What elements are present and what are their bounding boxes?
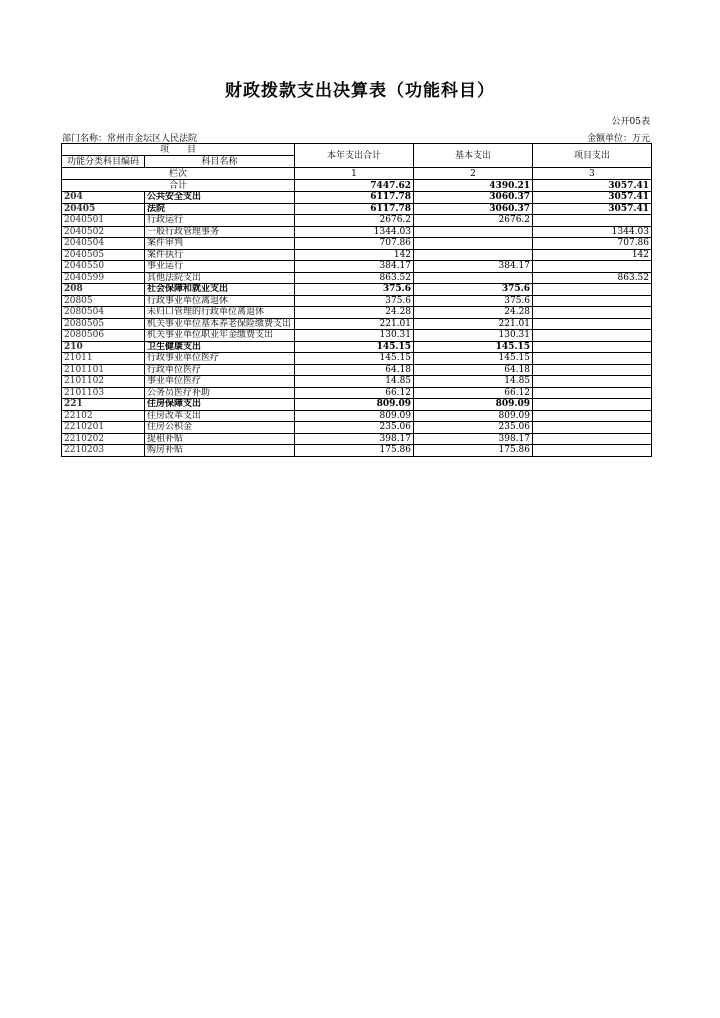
project-cell: 707.86: [533, 238, 652, 250]
project-cell: [533, 307, 652, 319]
basic-cell: 809.09: [414, 399, 533, 411]
code-cell: 204: [62, 192, 145, 204]
code-cell: 208: [62, 284, 145, 296]
name-cell: 公共安全支出: [145, 192, 295, 204]
total-cell: 863.52: [295, 272, 414, 284]
table-row: [62, 330, 652, 342]
code-cell: 221: [62, 399, 145, 411]
table-row: [62, 341, 652, 353]
sum-basic: 4390.21: [414, 180, 533, 192]
total-cell: 809.09: [295, 399, 414, 411]
item-header: 项 目: [62, 144, 295, 156]
project-cell: [533, 364, 652, 376]
basic-cell: 235.06: [414, 422, 533, 434]
code-cell: 210: [62, 341, 145, 353]
sum-row: [62, 180, 652, 192]
code-cell: 2101102: [62, 376, 145, 388]
header-row: [62, 144, 652, 156]
basic-cell: 24.28: [414, 307, 533, 319]
name-cell: 未归口管理的行政单位离退休: [145, 307, 295, 319]
table-row: [62, 249, 652, 261]
project-cell: [533, 445, 652, 457]
code-cell: 2080505: [62, 318, 145, 330]
column-number-label: 栏次: [62, 168, 295, 180]
project-cell: [533, 410, 652, 422]
table-row: [62, 433, 652, 445]
total-cell: 14.85: [295, 376, 414, 388]
basic-cell: 130.31: [414, 330, 533, 342]
name-cell: 社会保障和就业支出: [145, 284, 295, 296]
project-cell: [533, 376, 652, 388]
code-cell: 21011: [62, 353, 145, 365]
project-cell: [533, 295, 652, 307]
table-row: [62, 399, 652, 411]
name-cell: 一般行政管理事务: [145, 226, 295, 238]
code-cell: 2040502: [62, 226, 145, 238]
total-cell: 6117.78: [295, 203, 414, 215]
basic-cell: 14.85: [414, 376, 533, 388]
total-cell: 384.17: [295, 261, 414, 273]
code-cell: 2080506: [62, 330, 145, 342]
basic-cell: 809.09: [414, 410, 533, 422]
total-cell: 2676.2: [295, 215, 414, 227]
total-cell: 1344.03: [295, 226, 414, 238]
basic-cell: 375.6: [414, 295, 533, 307]
name-cell: 提租补贴: [145, 433, 295, 445]
code-cell: 2040550: [62, 261, 145, 273]
name-cell: 法院: [145, 203, 295, 215]
table-row: [62, 387, 652, 399]
total-cell: 142: [295, 249, 414, 261]
project-cell: [533, 215, 652, 227]
total-cell: 375.6: [295, 295, 414, 307]
code-cell: 2210203: [62, 445, 145, 457]
column-number-1: 1: [295, 168, 414, 180]
code-cell: 22102: [62, 410, 145, 422]
basic-cell: [414, 238, 533, 250]
name-cell: 机关事业单位基本养老保险缴费支出: [145, 318, 295, 330]
basic-cell: 145.15: [414, 341, 533, 353]
name-cell: 行政单位医疗: [145, 364, 295, 376]
name-cell: 行政事业单位离退休: [145, 295, 295, 307]
name-cell: 公务员医疗补助: [145, 387, 295, 399]
project-header: 项目支出: [533, 144, 652, 168]
table-row: [62, 410, 652, 422]
total-cell: 175.86: [295, 445, 414, 457]
department-name: 部门名称：常州市金坛区人民法院: [62, 134, 198, 144]
total-header: 本年支出合计: [295, 144, 414, 168]
name-cell: 事业单位医疗: [145, 376, 295, 388]
project-cell: [533, 433, 652, 445]
project-cell: [533, 387, 652, 399]
project-cell: [533, 318, 652, 330]
code-cell: 2040505: [62, 249, 145, 261]
project-cell: [533, 330, 652, 342]
total-cell: 130.31: [295, 330, 414, 342]
project-cell: 3057.41: [533, 203, 652, 215]
table-row: [62, 364, 652, 376]
basic-cell: 66.12: [414, 387, 533, 399]
total-cell: 235.06: [295, 422, 414, 434]
sum-project: 3057.41: [533, 180, 652, 192]
project-cell: [533, 422, 652, 434]
name-cell: 事业运行: [145, 261, 295, 273]
basic-cell: 175.86: [414, 445, 533, 457]
code-cell: 2101103: [62, 387, 145, 399]
total-cell: 145.15: [295, 353, 414, 365]
code-cell: 2040504: [62, 238, 145, 250]
project-cell: 142: [533, 249, 652, 261]
basic-cell: [414, 226, 533, 238]
total-cell: 221.01: [295, 318, 414, 330]
basic-cell: 384.17: [414, 261, 533, 273]
total-cell: 398.17: [295, 433, 414, 445]
total-cell: 24.28: [295, 307, 414, 319]
sum-total: 7447.62: [295, 180, 414, 192]
project-cell: [533, 284, 652, 296]
basic-cell: 3060.37: [414, 203, 533, 215]
total-cell: 809.09: [295, 410, 414, 422]
project-cell: 3057.41: [533, 192, 652, 204]
code-cell: 20805: [62, 295, 145, 307]
total-cell: 375.6: [295, 284, 414, 296]
table-row: [62, 376, 652, 388]
code-cell: 2210201: [62, 422, 145, 434]
column-number-3: 3: [533, 168, 652, 180]
project-cell: 863.52: [533, 272, 652, 284]
code-cell: 2210202: [62, 433, 145, 445]
expenditure-table: [61, 143, 652, 457]
total-cell: 66.12: [295, 387, 414, 399]
name-cell: 住房保障支出: [145, 399, 295, 411]
total-cell: 145.15: [295, 341, 414, 353]
code-cell: 2080504: [62, 307, 145, 319]
project-cell: [533, 353, 652, 365]
amount-unit: 金额单位：万元: [586, 134, 650, 144]
basic-cell: 145.15: [414, 353, 533, 365]
total-cell: 707.86: [295, 238, 414, 250]
table-row: [62, 192, 652, 204]
page-title: 财政拨款支出决算表（功能科目）: [225, 81, 495, 101]
table-row: [62, 261, 652, 273]
table-row: [62, 272, 652, 284]
code-cell: 2040599: [62, 272, 145, 284]
basic-cell: 2676.2: [414, 215, 533, 227]
name-cell: 案件审判: [145, 238, 295, 250]
name-cell: 其他法院支出: [145, 272, 295, 284]
basic-cell: [414, 249, 533, 261]
total-cell: 64.18: [295, 364, 414, 376]
table-row: [62, 295, 652, 307]
basic-cell: 221.01: [414, 318, 533, 330]
table-row: [62, 226, 652, 238]
project-cell: [533, 341, 652, 353]
form-number: 公开05表: [611, 117, 650, 127]
column-number-2: 2: [414, 168, 533, 180]
code-cell: 2101101: [62, 364, 145, 376]
total-cell: 6117.78: [295, 192, 414, 204]
table-row: [62, 215, 652, 227]
basic-cell: [414, 272, 533, 284]
project-cell: [533, 261, 652, 273]
table-row: [62, 307, 652, 319]
code-cell: 20405: [62, 203, 145, 215]
code-cell: 2040501: [62, 215, 145, 227]
sum-label: 合计: [62, 180, 295, 192]
code-header: 功能分类科目编码: [62, 156, 145, 168]
table-row: [62, 203, 652, 215]
basic-cell: 64.18: [414, 364, 533, 376]
name-cell: 行政运行: [145, 215, 295, 227]
project-cell: [533, 399, 652, 411]
name-cell: 卫生健康支出: [145, 341, 295, 353]
basic-header: 基本支出: [414, 144, 533, 168]
column-number-row: [62, 168, 652, 180]
name-cell: 机关事业单位职业年金缴费支出: [145, 330, 295, 342]
table-row: [62, 238, 652, 250]
table-row: [62, 422, 652, 434]
project-cell: 1344.03: [533, 226, 652, 238]
name-cell: 案件执行: [145, 249, 295, 261]
name-header: 科目名称: [145, 156, 295, 168]
name-cell: 住房改革支出: [145, 410, 295, 422]
table-row: [62, 318, 652, 330]
name-cell: 行政事业单位医疗: [145, 353, 295, 365]
name-cell: 住房公积金: [145, 422, 295, 434]
table-row: [62, 284, 652, 296]
basic-cell: 398.17: [414, 433, 533, 445]
name-cell: 购房补贴: [145, 445, 295, 457]
table-row: [62, 445, 652, 457]
basic-cell: 3060.37: [414, 192, 533, 204]
basic-cell: 375.6: [414, 284, 533, 296]
table-row: [62, 353, 652, 365]
